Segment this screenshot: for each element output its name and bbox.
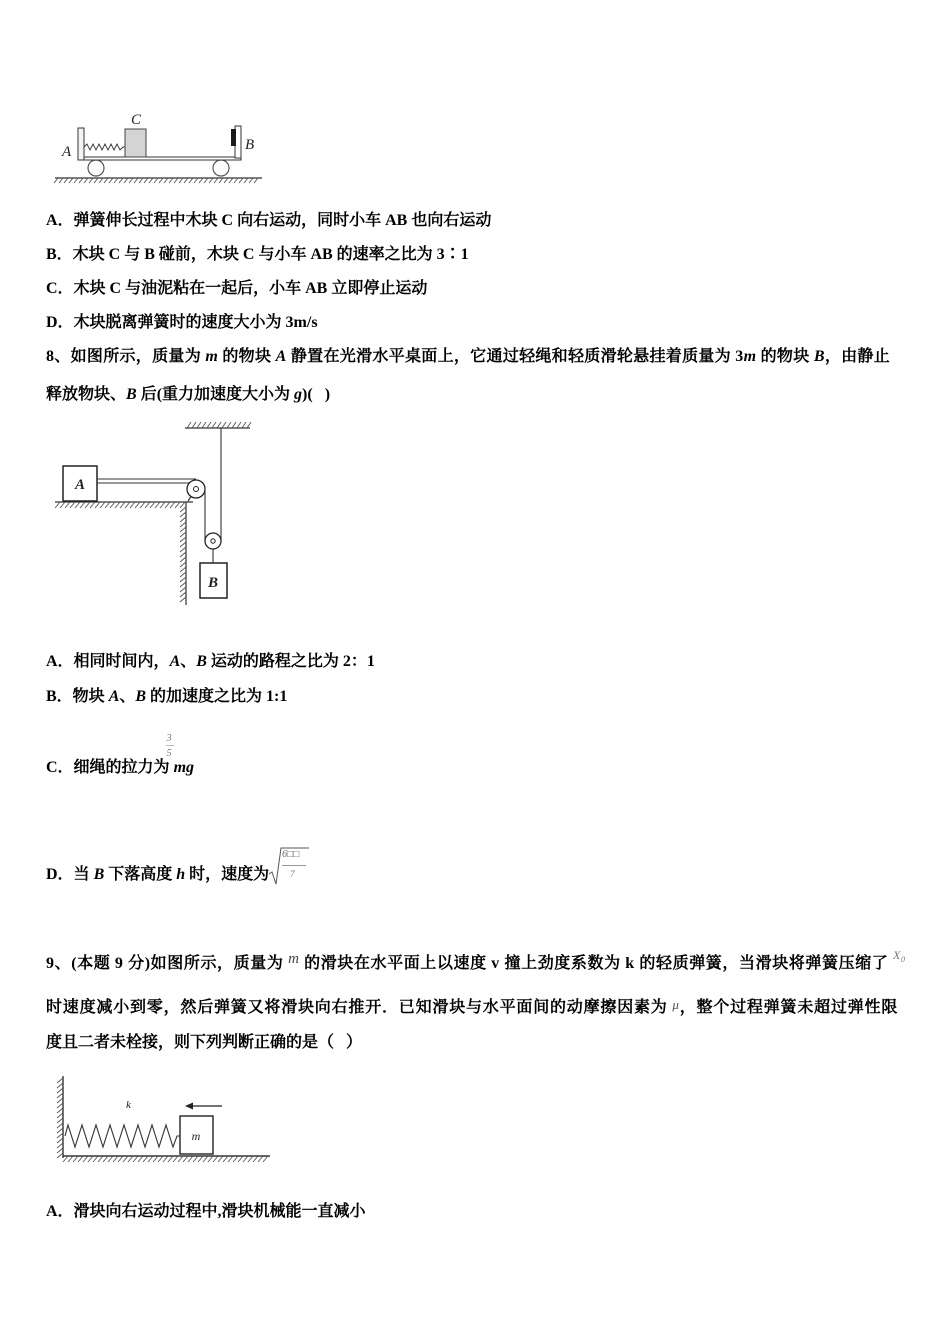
q8-option-a [46,652,375,672]
text-segment: A．相同时间内， [46,653,170,670]
var-mg: mg [173,759,195,776]
x-subscript: 0 [900,955,906,964]
q7-option-b: B．木块 C 与 B 碰前，木块 C 与小车 AB 的速率之比为 3∶1 [46,246,469,263]
var-g: g [294,386,303,403]
fraction-denominator: 5 [166,748,172,759]
spring-label-k: k [126,1099,131,1111]
text-segment: 、 [180,653,197,670]
fixed-pulley-axle [194,487,199,492]
friction-coefficient-symbol: μ [672,997,680,1012]
text-segment: D．当 [46,866,94,883]
text-segment: 的滑块在水平面上以速度 v 撞上劲度系数为 k 的轻质弹簧，当滑块将弹簧压缩了 [299,955,893,972]
mass-symbol: m [288,951,300,967]
fraction-numerator: 3 [166,733,172,744]
label-a: A [62,144,72,160]
floor-hatching [63,1156,268,1162]
q8-option-b [46,687,287,707]
oil-putty [231,129,236,146]
compression-symbol [893,948,906,962]
q7-option-c: C．木块 C 与油泥粘在一起后，小车 AB 立即停止运动 [46,280,428,297]
var-a: A [275,348,287,365]
q8-option-d [46,849,311,885]
var-b: B [93,866,105,883]
block-c [125,129,146,157]
movable-pulley-axle [211,539,215,543]
x-var: X [893,948,901,962]
var-b: B [196,653,207,670]
var-h: h [176,866,186,883]
sqrt-numerator: 6□□ [282,849,300,860]
pulley-figure [50,415,265,610]
block-spring-figure [50,1068,275,1168]
text-segment: 释放物块、 [46,386,127,403]
sqrt-expression [269,849,311,885]
cart-base [78,157,241,160]
table-hatching [55,502,185,508]
wall-hatching [57,1078,63,1158]
sqrt-image [269,847,309,885]
text-segment: 运动的路程之比为 2：1 [206,653,375,670]
sqrt-fraction-bar [282,865,306,866]
text-segment: 8、如图所示，质量为 [46,348,206,365]
var-b: B [126,386,137,403]
spring [84,144,125,150]
text-segment: 的物块 [756,348,814,365]
text-segment: ，整个过程弹簧未超过弹性限 [679,999,899,1016]
text-segment: 9、(本题 9 分)如图所示，质量为 [46,955,289,972]
text-segment: )( ) [302,386,331,403]
ground-hatching [54,178,258,183]
var-b: B [135,688,147,705]
wall-hatching [180,507,186,602]
q8-stem-line1 [46,347,890,367]
var-a: A [169,653,181,670]
q8-option-c [46,733,195,778]
text-segment: ，由静止 [824,348,891,365]
q8-stem-line2 [46,385,330,405]
spring [65,1125,180,1147]
block-b-label: B [207,575,219,591]
text-segment: 下落高度 [104,866,177,883]
left-wheel [88,160,104,176]
velocity-arrow-head [185,1103,193,1110]
text-segment: 后(重力加速度大小为 [136,386,295,403]
text-segment: 时速度减小到零，然后弹簧又将滑块向右推开．已知滑块与水平面间的动摩擦因素为 [46,999,673,1016]
q9-stem-line2 [46,995,898,1018]
cart-spring-figure [50,100,270,190]
var-b: B [813,348,825,365]
var-m: m [205,348,219,365]
ceiling-hatching [187,422,251,428]
sqrt-denominator: 7 [290,869,295,879]
q9-option-a: A．滑块向右运动过程中,滑块机械能一直减小 [46,1203,366,1220]
block-a-label: A [74,477,86,493]
text-segment: 的物块 [218,348,276,365]
var-a: A [108,688,120,705]
q7-option-d: D．木块脱离弹簧时的速度大小为 3m/s [46,314,318,331]
text-segment: C．细绳的拉力为 [46,759,174,776]
text-segment: B．物块 [46,688,109,705]
text-segment: 静置在光滑水平桌面上，它通过轻绳和轻质滑轮悬挂着质量为 3 [286,348,744,365]
fraction-bar [166,745,174,746]
label-c: C [131,112,142,128]
q9-stem-line3: 度且二者未栓接，则下列判断正确的是（ ） [46,1034,363,1051]
cart-end-a [78,128,84,160]
block-label-m: m [191,1129,201,1143]
q9-stem-line1 [46,945,906,974]
label-b: B [245,137,255,153]
text-segment: 时，速度为 [185,866,270,883]
text-segment: 的加速度之比为 1:1 [146,688,288,705]
text-segment: 、 [119,688,136,705]
var-m: m [743,348,757,365]
q7-option-a: A．弹簧伸长过程中木块 C 向右运动，同时小车 AB 也向右运动 [46,212,492,229]
right-wheel [213,160,229,176]
